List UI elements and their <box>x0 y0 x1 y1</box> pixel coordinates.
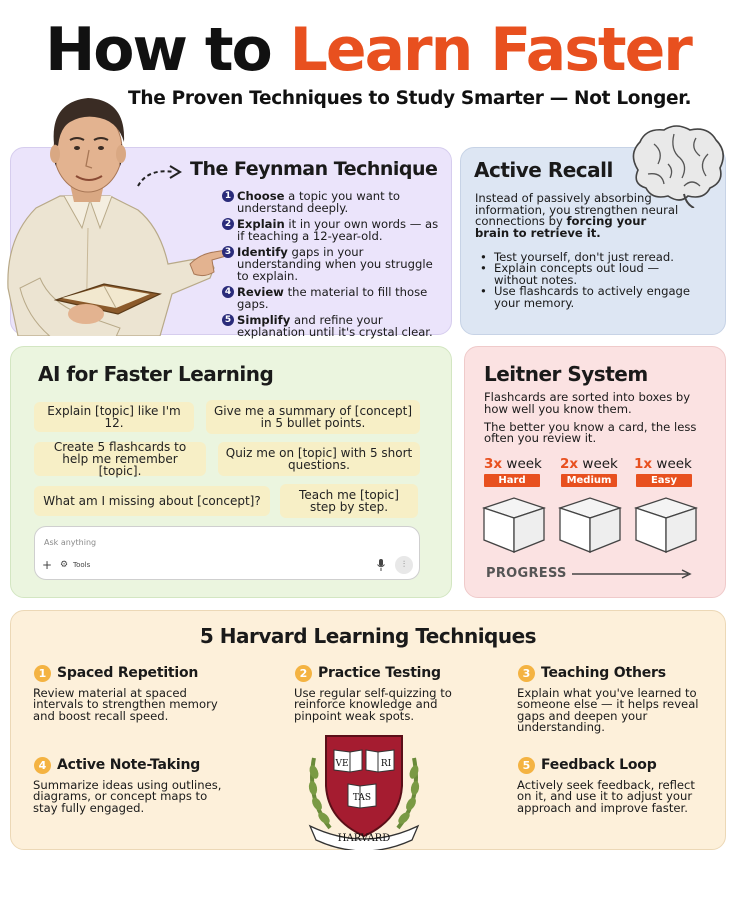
technique-description: Use regular self-quizzing to reinforce knowledge and pinpoint weak spots. <box>294 686 452 723</box>
harvard-title: 5 Harvard Learning Techniques <box>199 624 537 648</box>
technique-description: Explain what you've learned to someone else — it helps reveal gaps and deepen your understanding. <box>517 686 699 735</box>
crest-text-ri: RI <box>380 759 392 769</box>
frequency-unit: week <box>578 456 618 472</box>
tools-icon[interactable]: ⚙ <box>60 560 69 570</box>
list-item: • Test yourself, don't just reread. <box>480 252 700 263</box>
technique-title: Practice Testing <box>318 665 441 681</box>
harvard-crest-logo <box>300 728 428 850</box>
voice-icon[interactable]: ⫶ <box>395 556 413 574</box>
box-icon <box>556 494 624 554</box>
title-part-2: Learn Faster <box>289 15 691 85</box>
technique-title: Active Note-Taking <box>57 757 201 773</box>
feynman-step <box>222 314 447 339</box>
crest-text-tas: TAS <box>352 793 372 803</box>
step-text: gaps in your understanding when you struggle to explain. <box>237 244 433 284</box>
technique-number: 1 <box>34 665 51 682</box>
prompt-chip[interactable]: Teach me [topic] step by step. <box>280 484 418 518</box>
technique-title: Feedback Loop <box>541 757 657 773</box>
prompt-chip[interactable]: What am I missing about [concept]? <box>34 486 270 516</box>
step-text: and refine your explanation until it's crystal clear. <box>237 312 433 340</box>
difficulty-tag: Hard <box>484 474 540 487</box>
step-number: 2 <box>222 218 234 230</box>
step-verb: Simplify <box>237 312 291 327</box>
difficulty-tag: Easy <box>636 474 692 487</box>
technique-title: Spaced Repetition <box>57 665 199 681</box>
technique-title: Teaching Others <box>541 665 666 681</box>
prompt-chip[interactable]: Quiz me on [topic] with 5 short questions. <box>218 442 420 476</box>
step-text: a topic you want to understand deeply. <box>237 189 401 216</box>
leitner-description <box>484 392 714 451</box>
technique-description: Actively seek feedback, reflect on it, and use it to adjust your approach and improve faster. <box>517 778 695 815</box>
step-number: 5 <box>222 314 234 326</box>
technique-number: 5 <box>518 757 535 774</box>
recall-intro-text: Instead of passively absorbing information, you strengthen neural connections by <box>475 191 679 229</box>
prompt-chip[interactable]: Explain [topic] like I'm 12. <box>34 402 194 432</box>
feynman-title: The Feynman Technique <box>190 158 438 180</box>
technique-number: 2 <box>295 665 312 682</box>
progress-label: PROGRESS <box>486 566 567 581</box>
recall-intro-bold: forcing your brain to retrieve it. <box>475 214 647 240</box>
technique-description: Review material at spaced intervals to strengthen memory and boost recall speed. <box>33 686 218 723</box>
step-verb: Review <box>237 284 284 299</box>
title-part-1: How to <box>45 15 290 85</box>
step-number: 4 <box>222 286 234 298</box>
step-verb: Identify <box>237 244 288 259</box>
plus-icon[interactable]: + <box>42 558 53 572</box>
chat-placeholder[interactable]: Ask anything <box>44 538 97 547</box>
box-frequency <box>634 456 692 472</box>
frequency-count: 1x <box>634 456 653 472</box>
page-title <box>0 14 736 86</box>
page-subtitle: The Proven Techniques to Study Smarter — Not Longer. <box>128 88 692 109</box>
technique-description: Summarize ideas using outlines, diagrams, or concept maps to stay fully engaged. <box>33 778 222 815</box>
list-item: • Use flashcards to actively engage your memory. <box>480 286 700 309</box>
crest-banner-text: HARVARD <box>337 833 391 844</box>
feynman-step <box>222 286 447 311</box>
prompt-chip[interactable]: Create 5 flashcards to help me remember [topic]. <box>34 442 206 476</box>
box-icon <box>480 494 548 554</box>
step-text: it in your own words — as if teaching a 12-year-old. <box>237 216 439 244</box>
box-frequency <box>560 456 618 472</box>
feynman-step <box>222 190 447 215</box>
active-recall-intro <box>475 193 680 239</box>
tools-button[interactable]: Tools <box>73 561 91 569</box>
ai-title: AI for Faster Learning <box>38 362 274 386</box>
mic-icon[interactable] <box>376 558 386 572</box>
box-frequency <box>484 456 542 472</box>
leitner-text-2: The better you know a card, the less often you review it. <box>484 419 697 446</box>
list-item: • Explain concepts out loud — without notes. <box>480 263 700 286</box>
technique-number: 4 <box>34 757 51 774</box>
step-number: 3 <box>222 246 234 258</box>
feynman-illustration <box>0 88 232 336</box>
frequency-unit: week <box>652 456 692 472</box>
frequency-count: 3x <box>484 456 503 472</box>
leitner-title: Leitner System <box>484 362 648 386</box>
arrow-right-icon <box>570 568 694 580</box>
active-recall-title: Active Recall <box>474 158 613 182</box>
feynman-step <box>222 246 447 283</box>
feynman-steps <box>222 190 447 341</box>
frequency-count: 2x <box>560 456 579 472</box>
crest-text-ve: VE <box>335 759 349 769</box>
step-verb: Explain <box>237 216 285 231</box>
step-number: 1 <box>222 190 234 202</box>
feynman-step <box>222 218 447 243</box>
step-verb: Choose <box>237 189 285 203</box>
difficulty-tag: Medium <box>561 474 617 487</box>
active-recall-bullets <box>480 252 700 309</box>
box-icon <box>632 494 700 554</box>
prompt-chip[interactable]: Give me a summary of [concept] in 5 bullet points. <box>206 400 420 434</box>
leitner-text-1: Flashcards are sorted into boxes by how well you know them. <box>484 390 691 416</box>
step-text: the material to fill those gaps. <box>237 284 428 312</box>
technique-number: 3 <box>518 665 535 682</box>
frequency-unit: week <box>502 456 542 472</box>
chat-input-box[interactable] <box>34 526 420 580</box>
curved-arrow-icon <box>134 160 190 190</box>
